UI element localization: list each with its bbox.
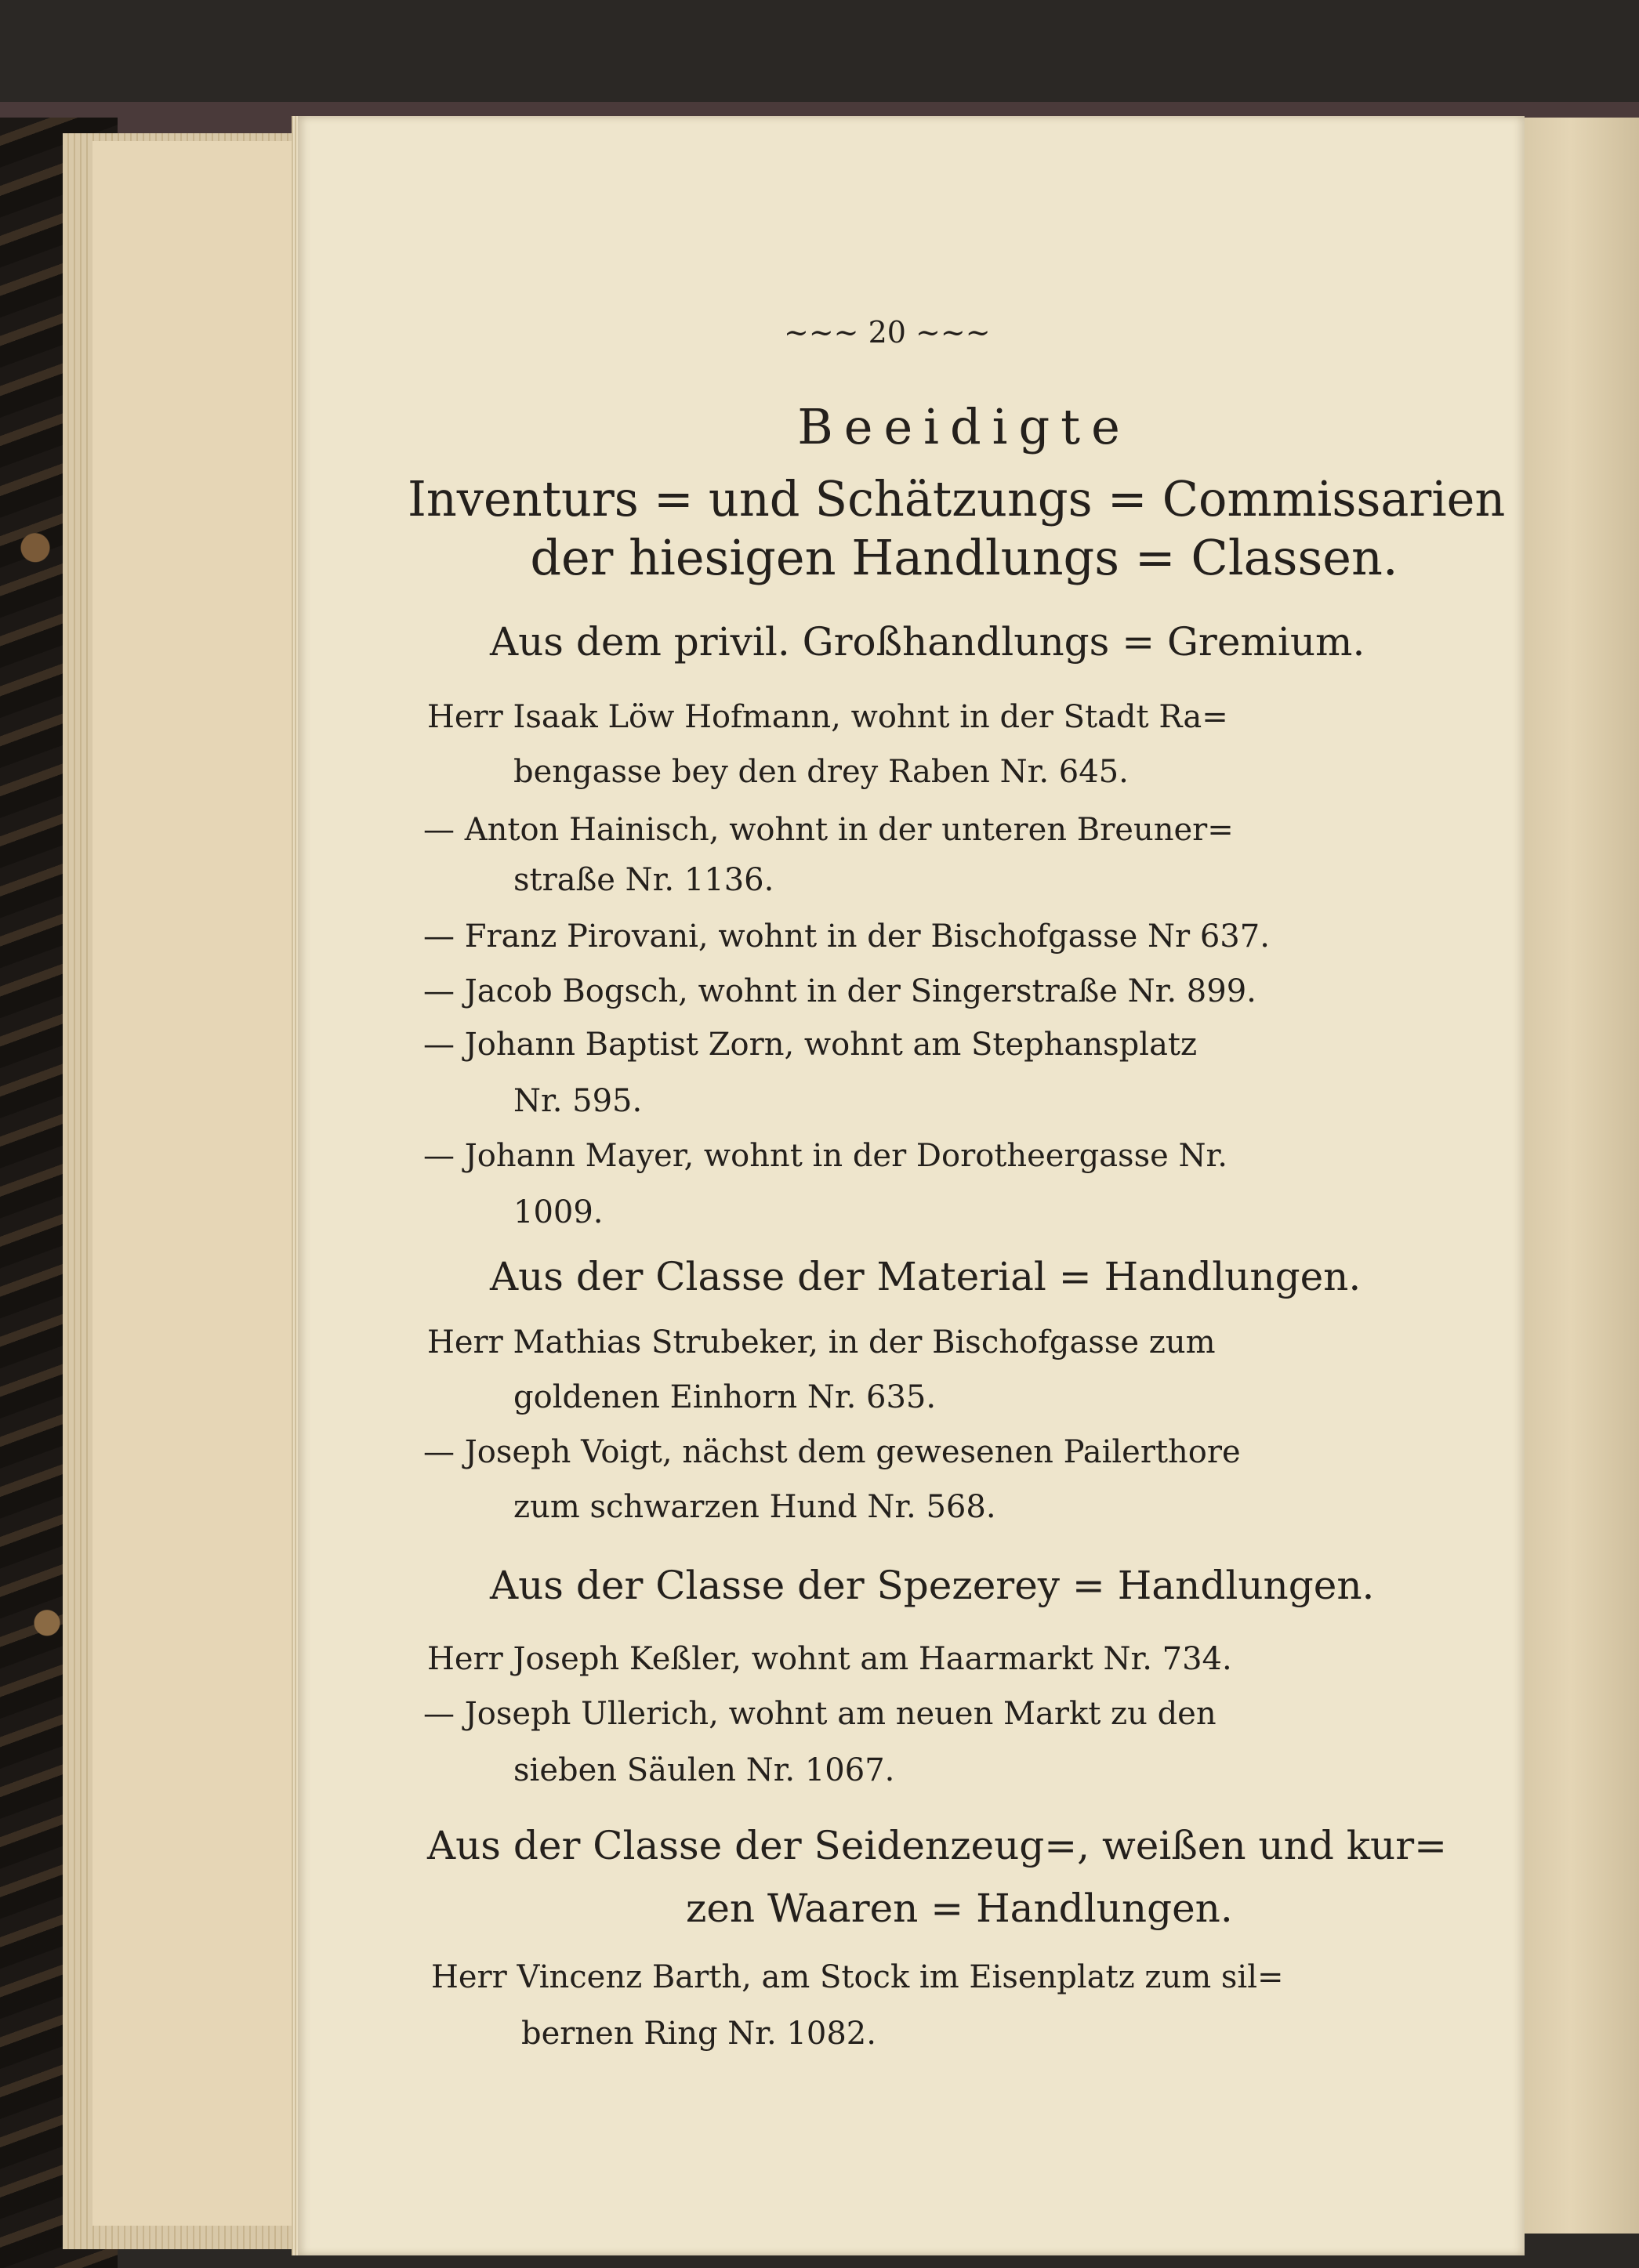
entry-line: — Franz Pirovani, wohnt in der Bischofgasse Nr 637.	[423, 918, 1270, 955]
entry-line: — Jacob Bogsch, wohnt in der Singerstraße Nr. 899.	[423, 973, 1256, 1009]
entry-line: sieben Säulen Nr. 1067.	[513, 1752, 895, 1788]
entry-line: goldenen Einhorn Nr. 635.	[513, 1379, 937, 1415]
entry-line: — Johann Baptist Zorn, wohnt am Stephansplatz	[423, 1027, 1198, 1063]
section-title: Aus der Classe der Material = Handlungen.	[490, 1254, 1362, 1299]
entry-line: 1009.	[513, 1194, 604, 1230]
entry-line: zum schwarzen Hund Nr. 568.	[513, 1489, 996, 1525]
entry-line: — Anton Hainisch, wohnt in der unteren Breuner=	[423, 812, 1234, 848]
entry-line: straße Nr. 1136.	[513, 862, 774, 898]
entry-line: — Joseph Ullerich, wohnt am neuen Markt zu den	[423, 1696, 1217, 1732]
page-heading-line-1: Beeidigte	[797, 398, 1131, 455]
page-heading-line-2: Inventurs = und Schätzungs = Commissarien	[408, 470, 1506, 527]
entry-line: — Joseph Voigt, nächst dem gewesenen Pailerthore	[423, 1434, 1241, 1470]
left-page-leaf	[92, 141, 298, 2226]
entry-line: Herr Mathias Strubeker, in der Bischofgasse zum	[427, 1324, 1216, 1360]
section-title: Aus der Classe der Seidenzeug=, weißen und kur=	[427, 1823, 1448, 1868]
entry-line: Herr Joseph Keßler, wohnt am Haarmarkt Nr. 734.	[427, 1641, 1232, 1677]
entry-line: bengasse bey den drey Raben Nr. 645.	[513, 754, 1129, 790]
entry-line: Herr Isaak Löw Hofmann, wohnt in der Stadt Ra=	[427, 699, 1228, 735]
section-title: Aus der Classe der Spezerey = Handlungen.	[490, 1563, 1375, 1608]
entry-line: — Johann Mayer, wohnt in der Dorotheergasse Nr.	[423, 1138, 1227, 1174]
right-page-leaf	[1521, 118, 1639, 2234]
page-number: ~~~ 20 ~~~	[784, 315, 991, 350]
entry-line: bernen Ring Nr. 1082.	[521, 2016, 876, 2052]
section-title: Aus dem privil. Großhandlungs = Gremium.	[490, 619, 1365, 665]
section-title-continued: zen Waaren = Handlungen.	[686, 1886, 1233, 1931]
page-heading-line-3: der hiesigen Handlungs = Classen.	[530, 529, 1398, 586]
entry-line: Nr. 595.	[513, 1083, 643, 1119]
entry-line: Herr Vincenz Barth, am Stock im Eisenplatz zum sil=	[431, 1959, 1284, 1995]
